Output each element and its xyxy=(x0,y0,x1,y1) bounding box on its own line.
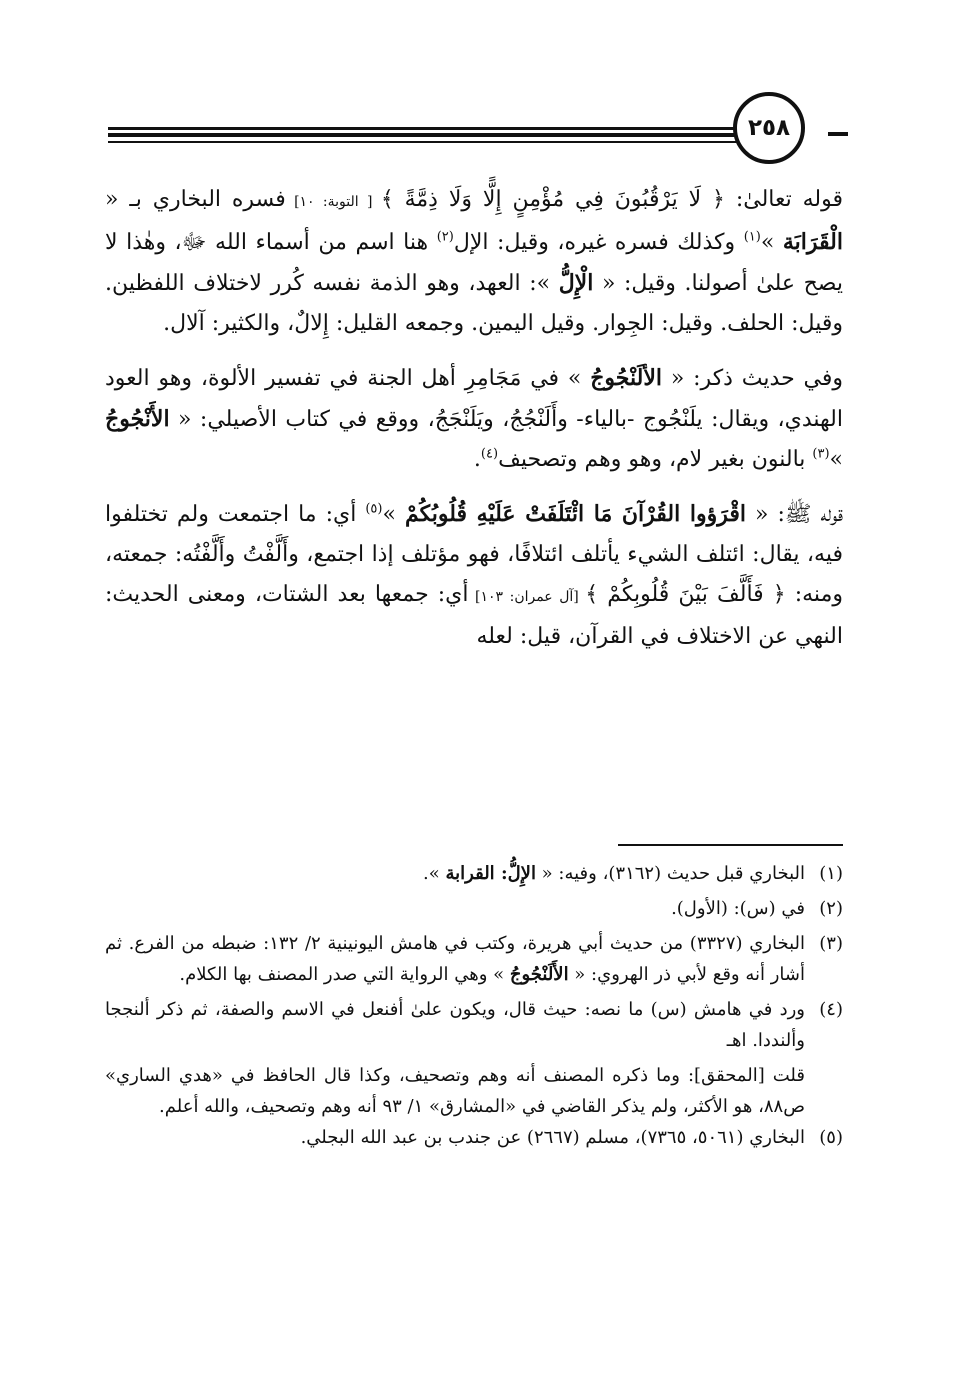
p1-text: »: العهد، وهو الذمة نفسه كُرر لاختلاف اللفظين. وقيل: الحلف. وقيل: الجِوار. وقيل اليمين. وجمعه القليل: إِلالٌ، والكثير: آلال. xyxy=(105,271,843,336)
p1-text: فسره البخاري بـ « xyxy=(105,187,286,212)
p1-bold-term: الْإِلُّ xyxy=(558,270,594,296)
footnote-3-text: » وهي الرواية التي صدر المصنف بها الكلام. xyxy=(179,964,510,985)
footnote-ref-4[interactable]: (٤) xyxy=(480,446,499,462)
p1-quran-quote: قوله تعالىٰ: ﴿ لَا يَرْقُبُونَ فِي مُؤْمِنٍ إِلًّا وَلَا ذِمَّةً ﴾ xyxy=(380,187,843,212)
header-rule-middle xyxy=(108,133,738,137)
footnote-ref-2[interactable]: (٢) xyxy=(436,229,454,245)
paragraph-1 xyxy=(105,180,843,344)
footnote-2 xyxy=(105,893,843,924)
footnote-4-text: ورد في هامش (س) ما نصه: حيث قال، ويكون علىٰ أفنعل في الاسم والصفة، ثم ذكر ألنججا وألنددا. اهـ xyxy=(105,999,805,1051)
p2-bold-term: الأَنْجُوجُ xyxy=(105,406,170,432)
footnote-3-text: البخاري (٣٣٢٧) من حديث أبي هريرة، وكتب في هامش اليونينية ٢/ ١٣٢: ضبطه من الفرع. ثم أشار أنه وقع لأبي ذر الهروي: « xyxy=(105,933,806,985)
footnote-1 xyxy=(105,858,843,889)
p2-text: » xyxy=(829,447,843,472)
header-rule-top xyxy=(108,127,738,130)
footnote-ref-5[interactable]: (٥) xyxy=(365,501,383,517)
p1-text: هنا اسم من أسماء الله ﷻ، وهٰذا لا يصح علىٰ أصولنا. وقيل: « xyxy=(105,230,843,296)
footnote-number: (٢) xyxy=(819,898,843,919)
footnote-5 xyxy=(105,1122,843,1153)
footnote-3-bold: الأَلَنْجُوجُ xyxy=(509,964,569,985)
p2-text: . xyxy=(473,447,481,472)
footnote-number: (٤) xyxy=(819,999,843,1020)
footnote-5-text: البخاري (٥٠٦١، ٧٣٦٥)، مسلم (٢٦٦٧) عن جندب بن عبد الله البجلي. xyxy=(300,1127,805,1148)
p3-text: قوله ﷺ: « xyxy=(746,502,844,527)
p1-bold-term: الْقَرَابَة xyxy=(782,229,843,255)
p3-text: » xyxy=(382,502,405,527)
p1-text: » xyxy=(760,230,783,255)
footnote-ref-3[interactable]: (٣) xyxy=(812,446,830,462)
footnote-number: (٥) xyxy=(819,1127,843,1148)
p1-text: وكذلك فسره غيره، وقيل: الإل xyxy=(453,230,744,255)
footnote-divider xyxy=(618,844,843,846)
p3-quran-reference: [آل عمران: ١٠٣] xyxy=(468,589,586,605)
p3-bold-hadith: اقْرَؤوا القُرْآنَ مَا ائْتَلَفَتْ عَلَيْهِ قُلُوبُكُمْ xyxy=(404,501,747,527)
footnote-3 xyxy=(105,928,843,990)
page-number-badge xyxy=(733,92,805,164)
p2-bold-term: الألَنْجُوجُ xyxy=(590,365,662,391)
p1-quran-reference: [ التوبة: ١٠] xyxy=(285,194,381,210)
p3-text: أي: ما اجتمعت ولم تختلفوا فيه، يقال: ائتلف الشيء يأتلف ائتلافًا، فهو مؤتلف إذا اجتمع، وأَلَّفْتُ وأَلَّفْتُه: جمعته، ومنه: ﴿ فَأَلَّفَ بَيْنَ قُلُوبِكُمْ ﴾ xyxy=(105,502,843,607)
footnote-ref-1[interactable]: (١) xyxy=(743,229,761,245)
paragraph-2 xyxy=(105,358,843,480)
footnote-1-bold: الإِلُّ: القرابة xyxy=(445,863,536,884)
page-number: ٢٥٨ xyxy=(747,115,791,141)
footnote-2-text: في (س): (الأول). xyxy=(671,898,805,919)
header-rule-right-stub xyxy=(828,132,848,136)
footnote-number: (١) xyxy=(819,863,843,884)
p3-text: أي: جمعها بعد الشتات، ومعنى الحديث: النهي عن الاختلاف في القرآن، قيل: لعله xyxy=(105,582,843,649)
p2-text: » في مَجَامِرِ أهل الجنة في تفسير الألوة، وهو العود الهندي، ويقال: يلَنْجُوج -بالياء- وأَلَنْجُجُ، ويَلَنْجَجُ، ووقع في كتاب الأصيلي: « xyxy=(105,366,843,432)
footnote-1-text: ». xyxy=(423,863,446,884)
paragraph-3 xyxy=(105,494,843,657)
footnotes-section xyxy=(105,858,843,1157)
p2-text: بالنون بغير لام، وهو وهم وتصحيف xyxy=(498,447,813,472)
header-rule-bottom xyxy=(108,141,738,143)
p2-text: وفي حديث ذكر: « xyxy=(662,366,843,391)
footnote-4 xyxy=(105,994,843,1056)
main-text-body xyxy=(105,180,843,671)
footnote-text xyxy=(105,928,805,990)
footnote-text xyxy=(105,858,805,889)
footnote-1-text: البخاري قبل حديث (٣١٦٢)، وفيه: « xyxy=(535,863,805,884)
footnote-4-editor-note: قلت [المحقق]: وما ذكره المصنف أنه وهم وتصحيف، وكذا قال الحافظ في «هدي الساري» ص٨٨، هو الأكثر، ولم يذكر القاضي في «المشارق» ١/ ٩٣ أنه وهم وتصحيف، والله أعلم. xyxy=(105,1065,805,1117)
footnote-number: (٣) xyxy=(819,933,843,954)
